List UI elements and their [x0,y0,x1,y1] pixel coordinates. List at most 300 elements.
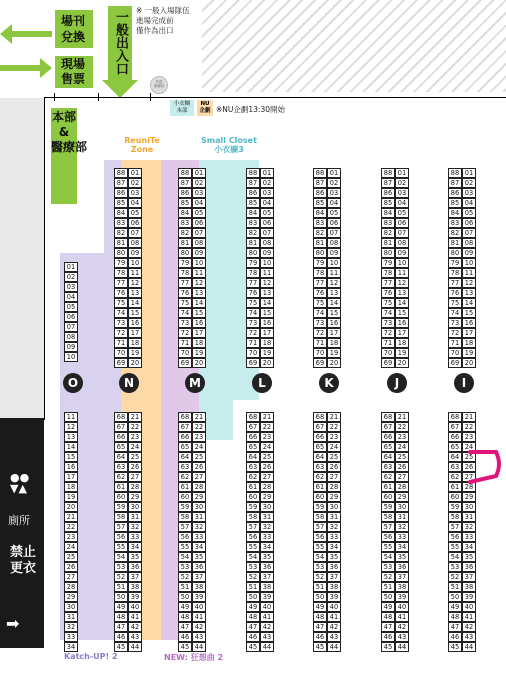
stall-cell: 69 [448,358,462,368]
stall-cell: 50 [114,592,128,602]
stall-cell: 76 [381,288,395,298]
stall-cell: 85 [114,198,128,208]
stall-cell: 57 [448,522,462,532]
stall-cell: 44 [327,642,341,652]
stall-cell: 49 [448,602,462,612]
stall-cell: 25 [192,452,206,462]
stall-cell: 16 [260,318,274,328]
stall-cell: 21 [327,412,341,422]
stall-cell: 35 [128,552,142,562]
wall-mark-r2 [150,93,151,101]
stall-cell: 73 [178,318,192,328]
tickets-box [55,56,93,88]
stall-cell: 74 [178,308,192,318]
stall-cell: 13 [260,288,274,298]
stall-cell: 88 [381,168,395,178]
stall-cell: 22 [395,422,409,432]
stall-cell: 09 [260,248,274,258]
stall-cell: 20 [462,358,476,368]
stall-cell: 41 [327,612,341,622]
stall-cell: 27 [64,572,78,582]
stall-cell: 52 [381,572,395,582]
stall-cell: 87 [381,178,395,188]
stall-cell: 13 [192,288,206,298]
column-marker-K: K [319,373,339,393]
stall-cell: 86 [381,188,395,198]
stall-cell: 33 [128,532,142,542]
stall-cell: 30 [395,502,409,512]
stall-cell: 82 [178,228,192,238]
stall-cell: 09 [395,248,409,258]
stall-cell: 49 [313,602,327,612]
stall-cell: 62 [448,472,462,482]
hatched-area [202,0,506,92]
stall-cell: 32 [395,522,409,532]
stall-cell: 19 [462,348,476,358]
stall-cell: 40 [128,602,142,612]
stall-cell: 66 [114,432,128,442]
stall-cell: 34 [260,542,274,552]
stall-cell: 87 [313,178,327,188]
stall-cell: 02 [64,272,78,282]
stall-cell: 27 [260,472,274,482]
stall-cell: 69 [114,358,128,368]
stall-cell: 32 [128,522,142,532]
stall-cell: 66 [381,432,395,442]
column-marker-J: J [387,373,407,393]
stall-cell: 16 [327,318,341,328]
wall-line [44,97,506,98]
stall-cell: 27 [462,472,476,482]
stall-cell: 79 [178,258,192,268]
stall-cell: 11 [64,412,78,422]
stall-cell: 18 [64,482,78,492]
stall-cell: 77 [448,278,462,288]
stall-cell: 69 [246,358,260,368]
stall-cell: 70 [246,348,260,358]
down-arrow-icon [100,80,140,98]
stall-cell: 14 [462,298,476,308]
stall-cell: 10 [462,258,476,268]
stall-cell: 20 [64,502,78,512]
stall-cell: 82 [381,228,395,238]
stall-cell: 83 [313,218,327,228]
stall-cell: 36 [462,562,476,572]
stall-cell: 20 [192,358,206,368]
stall-cell: 31 [64,612,78,622]
stall-cell: 88 [246,168,260,178]
stall-cell: 11 [192,268,206,278]
stall-cell: 30 [64,602,78,612]
stall-cell: 07 [395,228,409,238]
stall-cell: 85 [246,198,260,208]
stall-cell: 42 [128,622,142,632]
stall-cell: 48 [178,612,192,622]
stall-cell: 66 [313,432,327,442]
stall-cell: 42 [192,622,206,632]
stall-cell: 64 [114,452,128,462]
stall-cell: 21 [395,412,409,422]
stall-cell: 20 [327,358,341,368]
nu-note: ※NU企劃13:30開始 [216,105,285,114]
stall-cell: 60 [448,492,462,502]
stall-cell: 62 [178,472,192,482]
stall-cell: 60 [313,492,327,502]
stall-cell: 42 [327,622,341,632]
stall-cell: 76 [313,288,327,298]
stall-cell: 31 [395,512,409,522]
stall-cell: 35 [462,552,476,562]
stall-cell: 70 [114,348,128,358]
stall-cell: 34 [192,542,206,552]
stall-cell: 01 [192,168,206,178]
stall-cell: 33 [260,532,274,542]
stall-cell: 75 [114,298,128,308]
stall-cell: 01 [395,168,409,178]
closet-hq-tag [170,100,194,116]
stall-cell: 44 [128,642,142,652]
wall-mark-right [98,93,99,101]
stall-cell: 42 [260,622,274,632]
stall-cell: 66 [448,432,462,442]
stall-cell: 09 [64,342,78,352]
stall-cell: 34 [395,542,409,552]
stall-cell: 12 [192,278,206,288]
stall-cell: 40 [395,602,409,612]
stall-cell: 52 [114,572,128,582]
stall-cell: 52 [448,572,462,582]
stall-cell: 01 [64,262,78,272]
stall-cell: 26 [327,462,341,472]
stall-cell: 06 [192,218,206,228]
stall-cell: 58 [448,512,462,522]
stall-cell: 23 [260,432,274,442]
stall-cell: 11 [462,268,476,278]
stall-cell: 66 [178,432,192,442]
stall-cell: 72 [246,328,260,338]
stall-cell: 02 [128,178,142,188]
stall-cell: 29 [192,492,206,502]
stall-cell: 86 [313,188,327,198]
stall-cell: 14 [64,442,78,452]
stall-cell: 43 [395,632,409,642]
stall-cell: 09 [128,248,142,258]
stall-cell: 44 [192,642,206,652]
stall-cell: 79 [381,258,395,268]
stall-cell: 05 [260,208,274,218]
stall-cell: 81 [313,238,327,248]
stall-cell: 73 [381,318,395,328]
stall-cell: 67 [448,422,462,432]
stall-cell: 02 [462,178,476,188]
stall-cell: 02 [192,178,206,188]
toilet-label: 廁所 [8,514,30,527]
stall-cell: 83 [178,218,192,228]
katchup-label: Katch-UP! 2 [64,652,118,661]
stall-cell: 51 [246,582,260,592]
stall-cell: 79 [114,258,128,268]
stall-cell: 04 [260,198,274,208]
stall-cell: 19 [327,348,341,358]
stall-cell: 26 [192,462,206,472]
stall-cell: 41 [192,612,206,622]
stall-cell: 56 [381,532,395,542]
stall-cell: 62 [381,472,395,482]
stall-cell: 08 [395,238,409,248]
stall-cell: 33 [327,532,341,542]
nu-tag [197,100,213,116]
stall-cell: 66 [246,432,260,442]
stall-cell: 59 [178,502,192,512]
column-marker-N: N [119,373,139,393]
stall-cell: 02 [327,178,341,188]
sidebar-arrow-icon: ➡ [6,614,20,633]
stall-cell: 67 [178,422,192,432]
tickets-label: 現場 售票 [61,57,86,86]
stall-cell: 65 [381,442,395,452]
stall-cell: 64 [313,452,327,462]
stall-cell: 25 [327,452,341,462]
stall-cell: 46 [178,632,192,642]
stall-cell: 10 [260,258,274,268]
stall-cell: 58 [114,512,128,522]
stall-cell: 83 [448,218,462,228]
stall-cell: 61 [114,482,128,492]
stall-cell: 03 [260,188,274,198]
stall-cell: 03 [395,188,409,198]
stall-cell: 09 [327,248,341,258]
stall-cell: 02 [395,178,409,188]
small-closet-label: Small Closet 小衣櫥3 [201,136,257,154]
stall-cell: 48 [313,612,327,622]
stall-cell: 41 [260,612,274,622]
stall-cell: 22 [192,422,206,432]
stall-cell: 16 [64,462,78,472]
stall-cell: 15 [395,308,409,318]
stall-cell: 13 [128,288,142,298]
stall-cell: 28 [260,482,274,492]
stall-cell: 75 [381,298,395,308]
stall-cell: 54 [114,552,128,562]
ghost-badge [150,76,168,94]
stall-cell: 08 [327,238,341,248]
stall-cell: 15 [462,308,476,318]
stall-cell: 76 [178,288,192,298]
stall-cell: 38 [260,582,274,592]
stall-cell: 80 [178,248,192,258]
stall-cell: 08 [462,238,476,248]
stall-cell: 59 [246,502,260,512]
stall-cell: 23 [128,432,142,442]
stall-cell: 20 [260,358,274,368]
stall-cell: 85 [178,198,192,208]
stall-cell: 72 [178,328,192,338]
stall-cell: 52 [246,572,260,582]
stall-cell: 55 [381,542,395,552]
stall-cell: 73 [313,318,327,328]
stall-cell: 61 [313,482,327,492]
stall-cell: 80 [313,248,327,258]
stall-cell: 05 [462,208,476,218]
stall-cell: 31 [327,512,341,522]
stall-cell: 16 [395,318,409,328]
stall-cell: 59 [381,502,395,512]
stall-cell: 58 [381,512,395,522]
stall-cell: 15 [64,452,78,462]
stall-cell: 01 [260,168,274,178]
stall-cell: 30 [260,502,274,512]
wall-mark-left [54,93,55,101]
closet-hq-label: 小衣櫥 本部 [173,101,191,114]
stall-cell: 01 [327,168,341,178]
stall-cell: 18 [462,338,476,348]
stall-cell: 29 [462,492,476,502]
stall-cell: 32 [64,622,78,632]
stall-cell: 45 [178,642,192,652]
stall-cell: 31 [462,512,476,522]
stall-cell: 55 [246,542,260,552]
stall-cell: 03 [128,188,142,198]
stall-cell: 78 [313,268,327,278]
stall-cell: 28 [64,582,78,592]
stall-cell: 15 [327,308,341,318]
stall-cell: 28 [327,482,341,492]
stall-cell: 25 [128,452,142,462]
stall-cell: 49 [114,602,128,612]
stall-cell: 12 [327,278,341,288]
stall-cell: 83 [114,218,128,228]
stall-cell: 42 [462,622,476,632]
stall-cell: 47 [246,622,260,632]
stall-cell: 62 [313,472,327,482]
stall-cell: 24 [260,442,274,452]
stall-cell: 17 [64,472,78,482]
stall-cell: 27 [395,472,409,482]
stall-cell: 80 [114,248,128,258]
left-wall-line [44,97,45,420]
stall-cell: 65 [178,442,192,452]
stall-cell: 21 [64,512,78,522]
stall-cell: 03 [327,188,341,198]
stall-cell: 12 [260,278,274,288]
stall-cell: 04 [462,198,476,208]
stall-cell: 10 [192,258,206,268]
stall-cell: 56 [313,532,327,542]
stall-cell: 03 [64,282,78,292]
stall-cell: 64 [178,452,192,462]
stall-cell: 48 [448,612,462,622]
new-zone-label: NEW: 狂想曲 2 [164,653,224,662]
column-marker-M: M [185,373,205,393]
stall-cell: 70 [313,348,327,358]
stall-cell: 58 [178,512,192,522]
stall-cell: 35 [192,552,206,562]
stall-cell: 15 [128,308,142,318]
stall-cell: 84 [448,208,462,218]
stall-cell: 82 [448,228,462,238]
stall-cell: 59 [114,502,128,512]
stall-cell: 84 [114,208,128,218]
stall-cell: 47 [114,622,128,632]
stall-cell: 51 [381,582,395,592]
stall-cell: 19 [260,348,274,358]
stall-cell: 71 [448,338,462,348]
stall-cell: 46 [246,632,260,642]
stall-cell: 84 [313,208,327,218]
stall-cell: 17 [260,328,274,338]
stall-cell: 78 [448,268,462,278]
stall-cell: 17 [395,328,409,338]
stall-cell: 65 [114,442,128,452]
stall-cell: 44 [260,642,274,652]
stall-cell: 80 [246,248,260,258]
stall-cell: 50 [246,592,260,602]
stall-cell: 55 [178,542,192,552]
stall-cell: 18 [260,338,274,348]
stall-cell: 01 [462,168,476,178]
stall-cell: 36 [128,562,142,572]
stall-cell: 45 [313,642,327,652]
stall-cell: 37 [327,572,341,582]
stall-cell: 07 [192,228,206,238]
stall-cell: 82 [313,228,327,238]
stall-cell: 46 [448,632,462,642]
stall-cell: 68 [381,412,395,422]
stall-cell: 05 [64,302,78,312]
stall-cell: 84 [246,208,260,218]
stall-cell: 48 [381,612,395,622]
stall-cell: 04 [64,292,78,302]
stall-cell: 17 [327,328,341,338]
stall-cell: 87 [246,178,260,188]
stall-cell: 36 [192,562,206,572]
stall-cell: 19 [128,348,142,358]
stall-cell: 37 [128,572,142,582]
stall-cell: 45 [381,642,395,652]
stall-cell: 04 [395,198,409,208]
stall-cell: 73 [114,318,128,328]
stall-cell: 87 [448,178,462,188]
stall-cell: 46 [381,632,395,642]
stall-cell: 83 [381,218,395,228]
stall-cell: 68 [246,412,260,422]
stall-cell: 52 [313,572,327,582]
stall-cell: 58 [246,512,260,522]
stall-cell: 13 [462,288,476,298]
right-arrow-icon [0,56,52,80]
stall-cell: 77 [246,278,260,288]
stall-cell: 22 [327,422,341,432]
stall-cell: 84 [381,208,395,218]
stall-cell: 13 [64,432,78,442]
stall-cell: 54 [313,552,327,562]
stall-cell: 28 [192,482,206,492]
stall-cell: 61 [448,482,462,492]
stall-cell: 42 [395,622,409,632]
stall-cell: 40 [327,602,341,612]
stall-cell: 29 [327,492,341,502]
stall-cell: 81 [448,238,462,248]
stall-cell: 26 [64,562,78,572]
exit-label: 一般出入口 [113,10,128,75]
stall-cell: 67 [246,422,260,432]
stall-cell: 08 [260,238,274,248]
stall-cell: 84 [178,208,192,218]
stall-cell: 40 [192,602,206,612]
stall-cell: 04 [192,198,206,208]
stall-cell: 55 [313,542,327,552]
stall-cell: 69 [381,358,395,368]
